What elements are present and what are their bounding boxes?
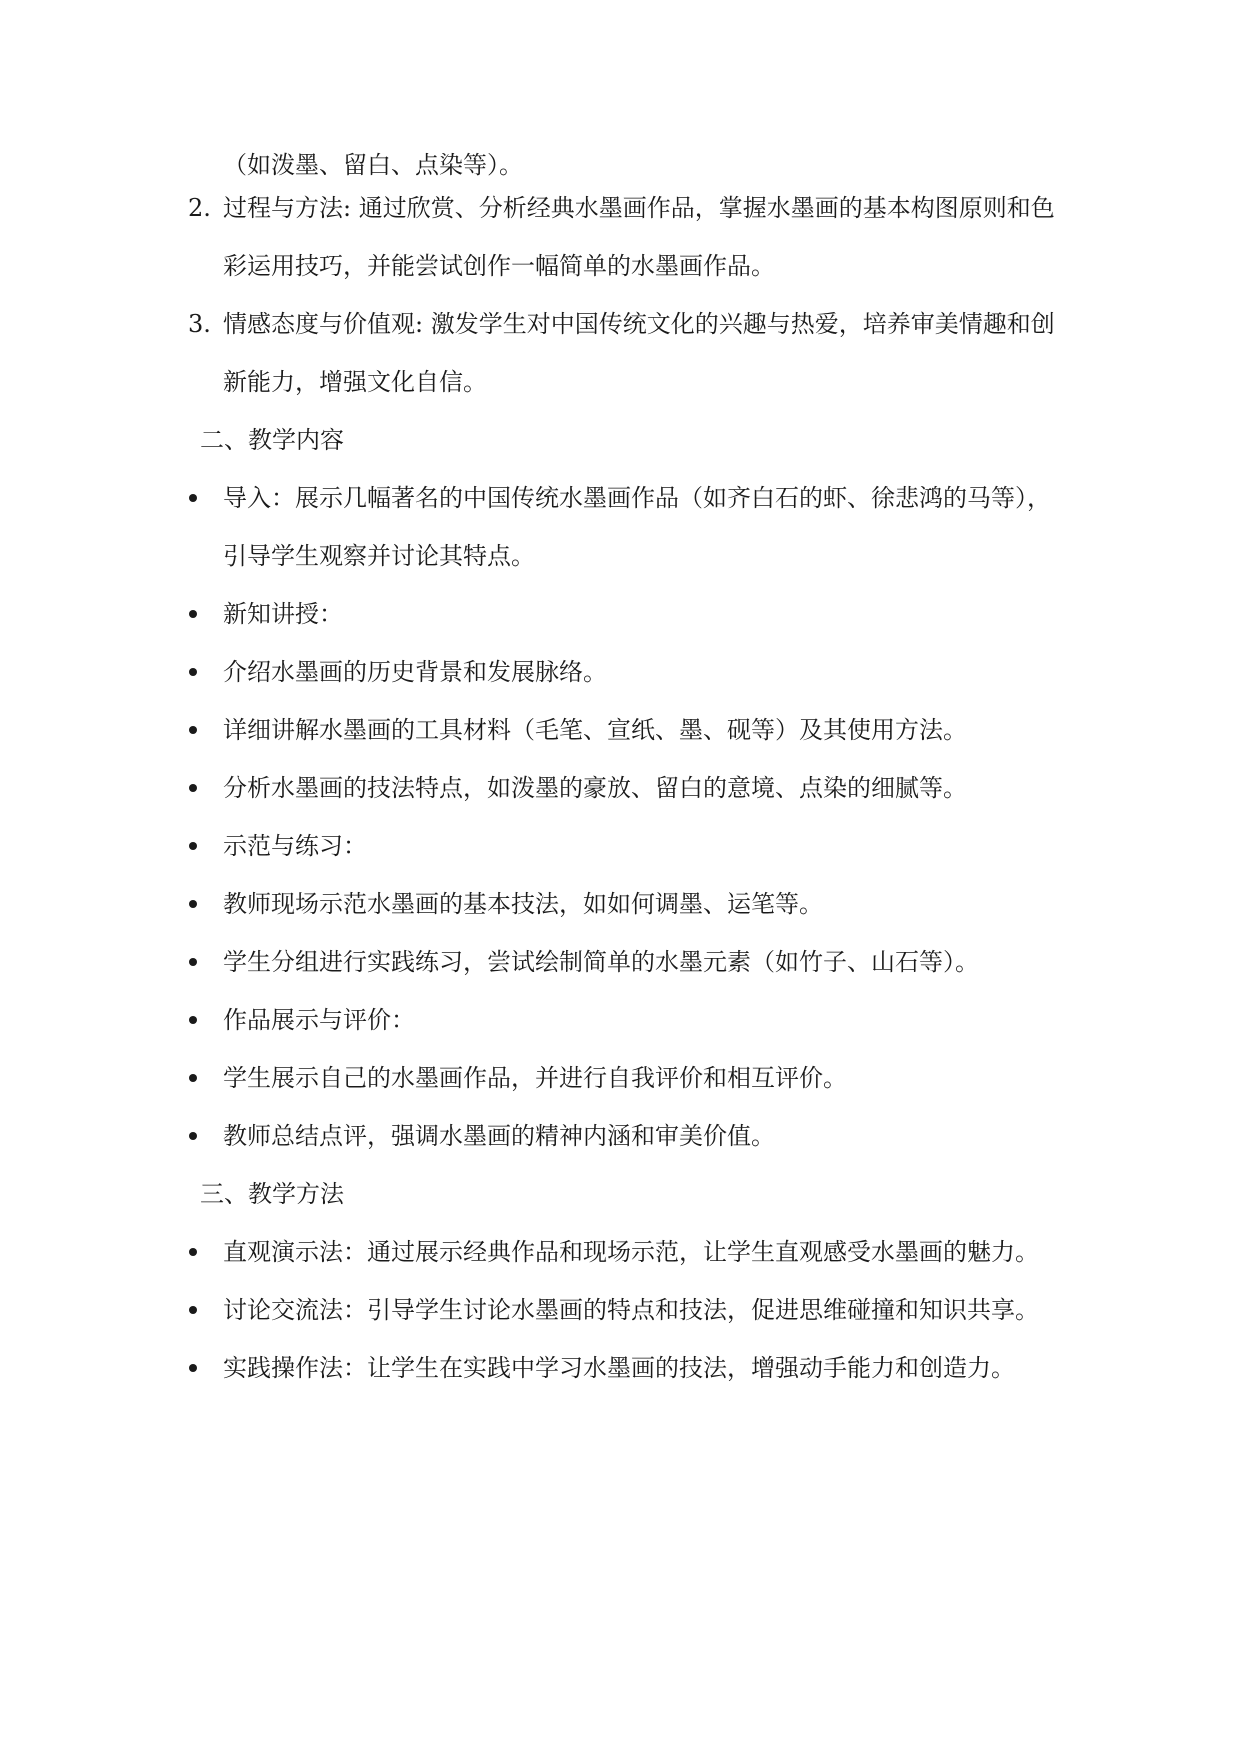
bullet-icon <box>189 784 197 792</box>
bullet-icon <box>189 958 197 966</box>
list-item <box>0 1232 1241 1272</box>
list-item-text: 教师现场示范水墨画的基本技法，如如何调墨、运笔等。 <box>223 890 823 918</box>
section-heading <box>0 1174 1241 1214</box>
list-item <box>0 826 1241 866</box>
objective-3-line-1: 情感态度与价值观: 激发学生对中国传统文化的兴趣与热爱，培养审美情趣和创 <box>223 310 1055 338</box>
section-2-heading: 二、教学内容 <box>200 426 344 454</box>
bullet-icon <box>189 1364 197 1372</box>
list-item-text: 作品展示与评价： <box>223 1006 415 1034</box>
list-item <box>0 652 1241 692</box>
list-item-text: 新知讲授： <box>223 600 343 628</box>
list-item-text: 学生展示自己的水墨画作品，并进行自我评价和相互评价。 <box>223 1064 847 1092</box>
list-item <box>0 594 1241 634</box>
bullet-icon <box>189 1132 197 1140</box>
bullet-icon <box>189 1248 197 1256</box>
objective-3 <box>0 304 1241 344</box>
list-item <box>0 768 1241 808</box>
list-item <box>0 1000 1241 1040</box>
list-item-continuation <box>0 536 1241 576</box>
bullet-icon <box>189 900 197 908</box>
list-item-text: 导入：展示几幅著名的中国传统水墨画作品（如齐白石的虾、徐悲鸿的马等）， <box>223 484 1051 512</box>
bullet-icon <box>189 1074 197 1082</box>
objective-2-number: 2. <box>188 194 211 222</box>
objective-2 <box>0 188 1241 228</box>
bullet-icon <box>189 1306 197 1314</box>
list-item-text: 实践操作法：让学生在实践中学习水墨画的技法，增强动手能力和创造力。 <box>223 1354 1015 1382</box>
section-3-heading: 三、教学方法 <box>200 1180 344 1208</box>
bullet-icon <box>189 726 197 734</box>
list-item <box>0 942 1241 982</box>
bullet-icon <box>189 610 197 618</box>
list-item <box>0 1116 1241 1156</box>
bullet-icon <box>189 1016 197 1024</box>
list-item-text: 学生分组进行实践练习，尝试绘制简单的水墨元素（如竹子、山石等）。 <box>223 948 979 976</box>
objective-3-continuation <box>0 362 1241 402</box>
list-item-text: 详细讲解水墨画的工具材料（毛笔、宣纸、墨、砚等）及其使用方法。 <box>223 716 967 744</box>
objective-3-number: 3. <box>188 310 211 338</box>
list-item <box>0 1058 1241 1098</box>
list-item <box>0 1348 1241 1388</box>
objective-1-continuation <box>0 145 1241 185</box>
list-item-text: 讨论交流法：引导学生讨论水墨画的特点和技法，促进思维碰撞和知识共享。 <box>223 1296 1039 1324</box>
list-item <box>0 884 1241 924</box>
list-item <box>0 710 1241 750</box>
list-item-text: 直观演示法：通过展示经典作品和现场示范，让学生直观感受水墨画的魅力。 <box>223 1238 1039 1266</box>
list-item <box>0 1290 1241 1330</box>
objective-1-line-2: （如泼墨、留白、点染等）。 <box>223 151 523 179</box>
section-heading <box>0 420 1241 460</box>
list-item-text: 教师总结点评，强调水墨画的精神内涵和审美价值。 <box>223 1122 775 1150</box>
list-item-text: 示范与练习： <box>223 832 367 860</box>
objective-3-line-2: 新能力，增强文化自信。 <box>223 368 487 396</box>
list-item <box>0 478 1241 518</box>
bullet-icon <box>189 842 197 850</box>
list-item-text: 分析水墨画的技法特点，如泼墨的豪放、留白的意境、点染的细腻等。 <box>223 774 967 802</box>
objective-2-continuation <box>0 246 1241 286</box>
bullet-icon <box>189 494 197 502</box>
list-item-text: 引导学生观察并讨论其特点。 <box>223 542 535 570</box>
objective-2-line-1: 过程与方法: 通过欣赏、分析经典水墨画作品，掌握水墨画的基本构图原则和色 <box>223 194 1055 222</box>
objective-2-line-2: 彩运用技巧，并能尝试创作一幅简单的水墨画作品。 <box>223 252 775 280</box>
bullet-icon <box>189 668 197 676</box>
list-item-text: 介绍水墨画的历史背景和发展脉络。 <box>223 658 607 686</box>
